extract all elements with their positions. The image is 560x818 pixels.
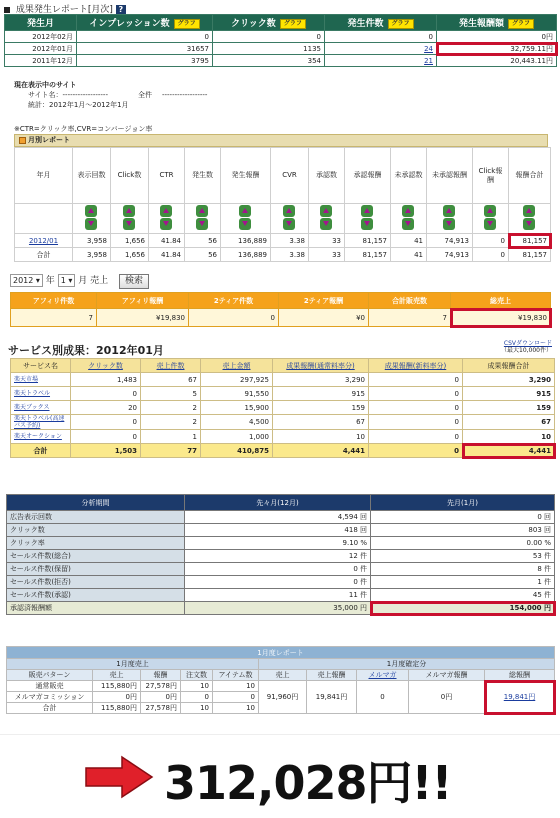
service-cell: 15,900	[201, 401, 273, 415]
analysis-cell: 9.10 %	[185, 537, 371, 550]
monthly-cell: 3,958	[73, 234, 111, 248]
service-name-link[interactable]: 楽天トラベル(高速バス予約)	[14, 415, 65, 429]
service-cell: 10	[463, 430, 555, 444]
jan-report-table	[6, 646, 555, 714]
calendar-icon	[19, 137, 26, 144]
jan-total-cell: 10	[213, 703, 259, 714]
analysis-cell: セールス件数(保留)	[7, 563, 185, 576]
square-bullet-icon	[4, 7, 10, 13]
red-arrow-icon	[84, 755, 154, 799]
highlighted-approved-reward: 154,000 円	[371, 602, 555, 615]
site-info-title: 現在表示中のサイト	[14, 81, 77, 89]
jan-total-cell: 10	[181, 703, 213, 714]
sort-down-icon[interactable]	[361, 218, 373, 230]
analysis-header-cell: 先月(1月)	[371, 495, 555, 511]
jan-header-label: 売上	[275, 671, 290, 679]
analysis-cell: 11 件	[185, 589, 371, 602]
year-select[interactable]: 2012 ▾	[10, 274, 43, 287]
sort-up-icon[interactable]	[196, 205, 208, 217]
monthly-header-cell	[473, 148, 509, 204]
affiliate-header-cell: 総売上	[451, 293, 551, 309]
service-cell: 2	[141, 401, 201, 415]
service-cell: 1,483	[71, 373, 141, 387]
affiliate-header-cell: 2ティア件数	[189, 293, 279, 309]
monthly-header-cell	[185, 148, 221, 204]
jan-cell: 27,578円	[141, 681, 181, 692]
monthly-header-cell	[271, 148, 309, 204]
monthly-header-label: 承認数	[316, 171, 337, 179]
table-row	[7, 681, 555, 692]
monthly-header-cell	[221, 148, 271, 204]
sort-up-icon[interactable]	[484, 205, 496, 217]
table-row	[11, 401, 555, 415]
site-info: 現在表示中のサイト サイト名：------------------ 全件 ------------------ 統計：2012年1月～2012年1月	[14, 80, 414, 110]
service-cell: 1,000	[201, 430, 273, 444]
sort-arrows	[361, 204, 375, 231]
sort-arrows	[85, 204, 99, 231]
monthly-cell: 81,157	[345, 234, 391, 248]
sort-down-icon[interactable]	[123, 218, 135, 230]
analysis-cell: 0 件	[185, 563, 371, 576]
jan-header-label: 報酬	[153, 671, 168, 679]
highlighted-total-reward: 81,157	[509, 234, 551, 248]
analysis-cell: 418 回	[185, 524, 371, 537]
service-cell: 20	[71, 401, 141, 415]
monthly-header-label: 年月	[36, 171, 51, 179]
table-row	[11, 309, 551, 327]
service-cell: 3,290	[273, 373, 369, 387]
sort-down-icon[interactable]	[85, 218, 97, 230]
analysis-cell: クリック率	[7, 537, 185, 550]
count-link-jan[interactable]: 24	[424, 44, 433, 53]
monthly-header-cell	[149, 148, 185, 204]
jan-header-label: 売上報酬	[317, 671, 346, 679]
service-total-cell: 77	[141, 444, 201, 458]
header-month: 発生月	[26, 19, 54, 29]
sort-arrows	[402, 204, 416, 231]
sort-down-icon[interactable]	[160, 218, 172, 230]
month-link[interactable]: 2012/01	[28, 236, 59, 245]
jan-total-cell: 合計	[7, 703, 93, 714]
jan-cell: 0	[181, 692, 213, 703]
service-total-cell: 4,441	[273, 444, 369, 458]
affiliate-cell: 7	[369, 309, 451, 327]
jan-confirmed-cell: 0円	[409, 681, 485, 714]
csv-note: （最大10,000件）	[501, 347, 552, 354]
sort-arrows	[239, 204, 253, 231]
monthly-cell: 56	[185, 234, 221, 248]
analysis-cell: 承認済報酬額	[7, 602, 185, 615]
monthly-total-cell: 合計	[15, 248, 73, 262]
table-row	[15, 234, 551, 248]
analysis-cell: 8 件	[371, 563, 555, 576]
sort-arrows	[443, 204, 457, 231]
service-cell: 0	[369, 415, 463, 430]
service-cell: 0	[369, 401, 463, 415]
service-cell: 2	[141, 415, 201, 430]
monthly-total-cell: 41	[391, 248, 427, 262]
service-cell: 3,290	[463, 373, 555, 387]
service-total-cell: 合計	[11, 444, 71, 458]
header-count: 発生件数	[347, 19, 384, 29]
table-row	[7, 524, 555, 537]
monthly-total-cell: 33	[309, 248, 345, 262]
analysis-cell: 35,000 円	[185, 602, 371, 615]
monthly-header-label: Click数	[117, 171, 142, 179]
jan-cell: 通常販売	[7, 681, 93, 692]
sort-up-icon[interactable]	[320, 205, 332, 217]
analysis-cell: 広告表示回数	[7, 511, 185, 524]
highlighted-service-total: 4,441	[463, 444, 555, 458]
service-sort-link[interactable]: 売上件数	[156, 361, 185, 370]
table-row	[11, 415, 555, 430]
table-row	[7, 589, 555, 602]
header-impressions: インプレッション数	[89, 19, 170, 29]
table-row	[11, 444, 555, 458]
jan-header-label: 総報酬	[509, 671, 531, 679]
monthly-cell: 0	[473, 234, 509, 248]
monthly-header-cell	[509, 148, 551, 204]
monthly-header-label: 未承認数	[394, 171, 423, 179]
note-text: ※CTR=クリック率,CVR=コンバージョン率	[14, 125, 153, 133]
monthly-cell: 1,656	[111, 234, 149, 248]
jan-header-label: アイテム数	[218, 671, 253, 679]
table-row	[7, 576, 555, 589]
jan-cell: メルマガコミッション	[7, 692, 93, 703]
sort-up-icon[interactable]	[160, 205, 172, 217]
month-select[interactable]: 1 ▾	[58, 274, 76, 287]
sort-arrows	[196, 204, 210, 231]
service-cell: 91,550	[201, 387, 273, 401]
service-title: サービス別成果：2012年01月	[8, 344, 164, 357]
monthly-total-cell: 74,913	[427, 248, 473, 262]
total-amount: 312,028円!!	[164, 756, 452, 810]
monthly-header-label: 表示回数	[77, 171, 106, 179]
sort-down-icon[interactable]	[283, 218, 295, 230]
service-name-link[interactable]: 楽天オークション	[14, 433, 62, 440]
analysis-cell: 0 件	[185, 576, 371, 589]
monthly-total-cell: 81,157	[345, 248, 391, 262]
monthly-header-cell	[427, 148, 473, 204]
jan-total-cell: 27,578円	[141, 703, 181, 714]
service-header-label: サービス名	[23, 361, 58, 370]
analysis-cell: 12 件	[185, 550, 371, 563]
service-total-cell: 410,875	[201, 444, 273, 458]
jan-cell: 0円	[93, 692, 141, 703]
monthly-cell: 41.84	[149, 234, 185, 248]
jan-cell: 0	[213, 692, 259, 703]
analysis-cell: 0 回	[371, 511, 555, 524]
sort-up-icon[interactable]	[361, 205, 373, 217]
service-cell: 0	[71, 415, 141, 430]
service-cell: 0	[369, 373, 463, 387]
analysis-cell: 53 件	[371, 550, 555, 563]
service-cell: 67	[141, 373, 201, 387]
service-name-link[interactable]: 楽天市場	[14, 376, 39, 383]
monthly-cell: 136,889	[221, 234, 271, 248]
affiliate-header-cell: 2ティア報酬	[279, 293, 369, 309]
service-cell: 67	[463, 415, 555, 430]
sort-arrows	[123, 204, 137, 231]
sort-down-icon[interactable]	[196, 218, 208, 230]
count-link-dec[interactable]: 21	[424, 56, 433, 65]
header-reward: 発生報酬額	[458, 19, 504, 29]
monthly-table	[14, 147, 551, 262]
sort-arrows	[320, 204, 334, 231]
monthly-total-cell: 0	[473, 248, 509, 262]
table-row	[7, 511, 555, 524]
sort-up-icon[interactable]	[239, 205, 251, 217]
service-header-label: 成果報酬合計	[487, 361, 530, 370]
jan-header-label: 注文数	[186, 671, 207, 679]
service-cell: 0	[71, 430, 141, 444]
sales-filter: 2012 ▾ 年 1 ▾ 月 売上 検索	[10, 274, 149, 289]
analysis-cell: 45 件	[371, 589, 555, 602]
affiliate-cell: 0	[189, 309, 279, 327]
service-cell: 1	[141, 430, 201, 444]
highlighted-reward: 32,759.11円	[437, 43, 557, 55]
sort-up-icon[interactable]	[523, 205, 535, 217]
monthly-header-label: 承認報酬	[353, 171, 382, 179]
jan-header-label: 売上	[109, 671, 124, 679]
jan-confirmed-cell: 91,960円	[259, 681, 307, 714]
analysis-cell: クリック数	[7, 524, 185, 537]
service-table	[10, 358, 555, 458]
sort-down-icon[interactable]	[484, 218, 496, 230]
affiliate-cell: ¥0	[279, 309, 369, 327]
service-sort-link[interactable]: 売上金額	[222, 361, 251, 370]
monthly-report-header: 月別レポート	[14, 134, 548, 147]
graph-button-reward[interactable]: グラフ	[508, 19, 534, 29]
service-cell: 67	[273, 415, 369, 430]
service-name-link[interactable]: 楽天トラベル	[14, 390, 51, 397]
monthly-header-label: 未承認報酬	[432, 171, 467, 179]
jan-cell: 10	[213, 681, 259, 692]
affiliate-cell: 7	[11, 309, 97, 327]
affiliate-header-cell: 合計販売数	[369, 293, 451, 309]
sort-down-icon[interactable]	[443, 218, 455, 230]
summary-table	[4, 14, 557, 67]
jan-cell: 0円	[141, 692, 181, 703]
table-row	[7, 537, 555, 550]
monthly-header-cell	[345, 148, 391, 204]
service-cell: 915	[463, 387, 555, 401]
service-cell: 0	[71, 387, 141, 401]
jan-confirmed-group: 1月度確定分	[259, 659, 555, 670]
monthly-header-label: 発生数	[192, 171, 213, 179]
graph-button-count[interactable]: グラフ	[388, 19, 414, 29]
graph-button-impressions[interactable]: グラフ	[174, 19, 200, 29]
analysis-cell: 0.00 %	[371, 537, 555, 550]
report-title: 成果発生レポート[月次]	[15, 5, 113, 15]
service-sort-link[interactable]: クリック数	[88, 361, 123, 370]
analysis-cell: セールス件数(拒否)	[7, 576, 185, 589]
table-row	[7, 602, 555, 615]
service-cell: 0	[369, 387, 463, 401]
csv-download-link[interactable]: CSVダウンロード	[503, 340, 552, 347]
table-row	[15, 248, 551, 262]
affiliate-table	[10, 292, 551, 327]
analysis-cell: 4,594 回	[185, 511, 371, 524]
analysis-header-cell: 先々月(12月)	[185, 495, 371, 511]
table-row	[11, 373, 555, 387]
monthly-header-cell	[73, 148, 111, 204]
table-row: 2012年01月 31657 1135 24 32,759.11円	[5, 43, 557, 55]
sort-down-icon[interactable]	[523, 218, 535, 230]
jan-cell: 10	[181, 681, 213, 692]
table-row	[7, 550, 555, 563]
monthly-header-label: 発生報酬	[231, 171, 260, 179]
jan-confirmed-cell: 0	[357, 681, 409, 714]
highlighted-total-sales: ¥19,830	[451, 309, 551, 327]
service-cell: 4,500	[201, 415, 273, 430]
monthly-header-cell	[391, 148, 427, 204]
jan-sales-group: 1月度売上	[7, 659, 259, 670]
sort-down-icon[interactable]	[402, 218, 414, 230]
table-row	[11, 430, 555, 444]
service-cell: 0	[369, 430, 463, 444]
sort-up-icon[interactable]	[443, 205, 455, 217]
monthly-total-cell: 56	[185, 248, 221, 262]
service-cell: 5	[141, 387, 201, 401]
monthly-cell: 74,913	[427, 234, 473, 248]
graph-button-clicks[interactable]: グラフ	[280, 19, 306, 29]
analysis-cell: 803 回	[371, 524, 555, 537]
search-button[interactable]: 検索	[119, 274, 149, 289]
monthly-total-cell: 136,889	[221, 248, 271, 262]
monthly-header-label: CTR	[159, 171, 174, 179]
sort-up-icon[interactable]	[402, 205, 414, 217]
sort-arrows	[523, 204, 537, 231]
jan-total-cell: 115,880円	[93, 703, 141, 714]
analysis-table	[6, 494, 555, 615]
table-row: 2012年02月 0 0 0 0円	[5, 31, 557, 43]
monthly-total-cell: 3.38	[271, 248, 309, 262]
jan-header-label: 販売パターン	[28, 671, 71, 679]
monthly-header-label: CVR	[282, 171, 297, 179]
monthly-header-cell	[309, 148, 345, 204]
monthly-header-cell	[15, 148, 73, 204]
monthly-header-cell	[111, 148, 149, 204]
sort-up-icon[interactable]	[123, 205, 135, 217]
monthly-cell: 3.38	[271, 234, 309, 248]
sort-arrows	[283, 204, 297, 231]
analysis-cell: 1 件	[371, 576, 555, 589]
service-total-cell: 0	[369, 444, 463, 458]
analysis-header-cell: 分析期間	[7, 495, 185, 511]
sort-arrows	[484, 204, 498, 231]
total-banner	[0, 734, 560, 818]
analysis-cell: セールス件数(総合)	[7, 550, 185, 563]
service-cell: 10	[273, 430, 369, 444]
report-header	[4, 2, 556, 14]
monthly-total-cell: 3,958	[73, 248, 111, 262]
service-total-cell: 1,503	[71, 444, 141, 458]
monthly-cell: 33	[309, 234, 345, 248]
table-row: 2011年12月 3795 354 21 20,443.11円	[5, 55, 557, 67]
help-icon[interactable]: ?	[116, 5, 126, 15]
monthly-total-cell: 81,157	[509, 248, 551, 262]
jan-confirmed-cell: 19,841円	[307, 681, 357, 714]
service-cell: 915	[273, 387, 369, 401]
monthly-header-label: Click報酬	[478, 166, 503, 184]
jan-report-title: 1月度レポート	[7, 647, 555, 659]
mailmag-link[interactable]: メルマガ	[368, 671, 397, 679]
highlighted-jan-total-reward: 19,841円	[485, 681, 555, 714]
analysis-cell: セールス件数(承認)	[7, 589, 185, 602]
service-sort-link[interactable]: 成果報酬(通常料率分)	[286, 361, 355, 370]
sort-down-icon[interactable]	[239, 218, 251, 230]
monthly-total-cell: 41.84	[149, 248, 185, 262]
monthly-cell: 41	[391, 234, 427, 248]
service-name-link[interactable]: 楽天ブックス	[14, 404, 50, 411]
sort-arrows	[160, 204, 174, 231]
service-cell: 159	[463, 401, 555, 415]
sort-up-icon[interactable]	[283, 205, 295, 217]
affiliate-header-cell: アフィリ報酬	[97, 293, 189, 309]
monthly-header-label: 報酬合計	[515, 171, 544, 179]
table-row	[11, 387, 555, 401]
affiliate-cell: ¥19,830	[97, 309, 189, 327]
jan-header-label: メルマガ報酬	[425, 671, 468, 679]
monthly-total-cell: 1,656	[111, 248, 149, 262]
affiliate-header-cell: アフィリ件数	[11, 293, 97, 309]
table-row	[7, 563, 555, 576]
service-cell: 297,925	[201, 373, 273, 387]
header-clicks: クリック数	[231, 19, 276, 29]
sort-down-icon[interactable]	[320, 218, 332, 230]
jan-cell: 115,880円	[93, 681, 141, 692]
service-cell: 159	[273, 401, 369, 415]
sort-up-icon[interactable]	[85, 205, 97, 217]
service-sort-link[interactable]: 成果報酬(新料率分)	[384, 361, 447, 370]
